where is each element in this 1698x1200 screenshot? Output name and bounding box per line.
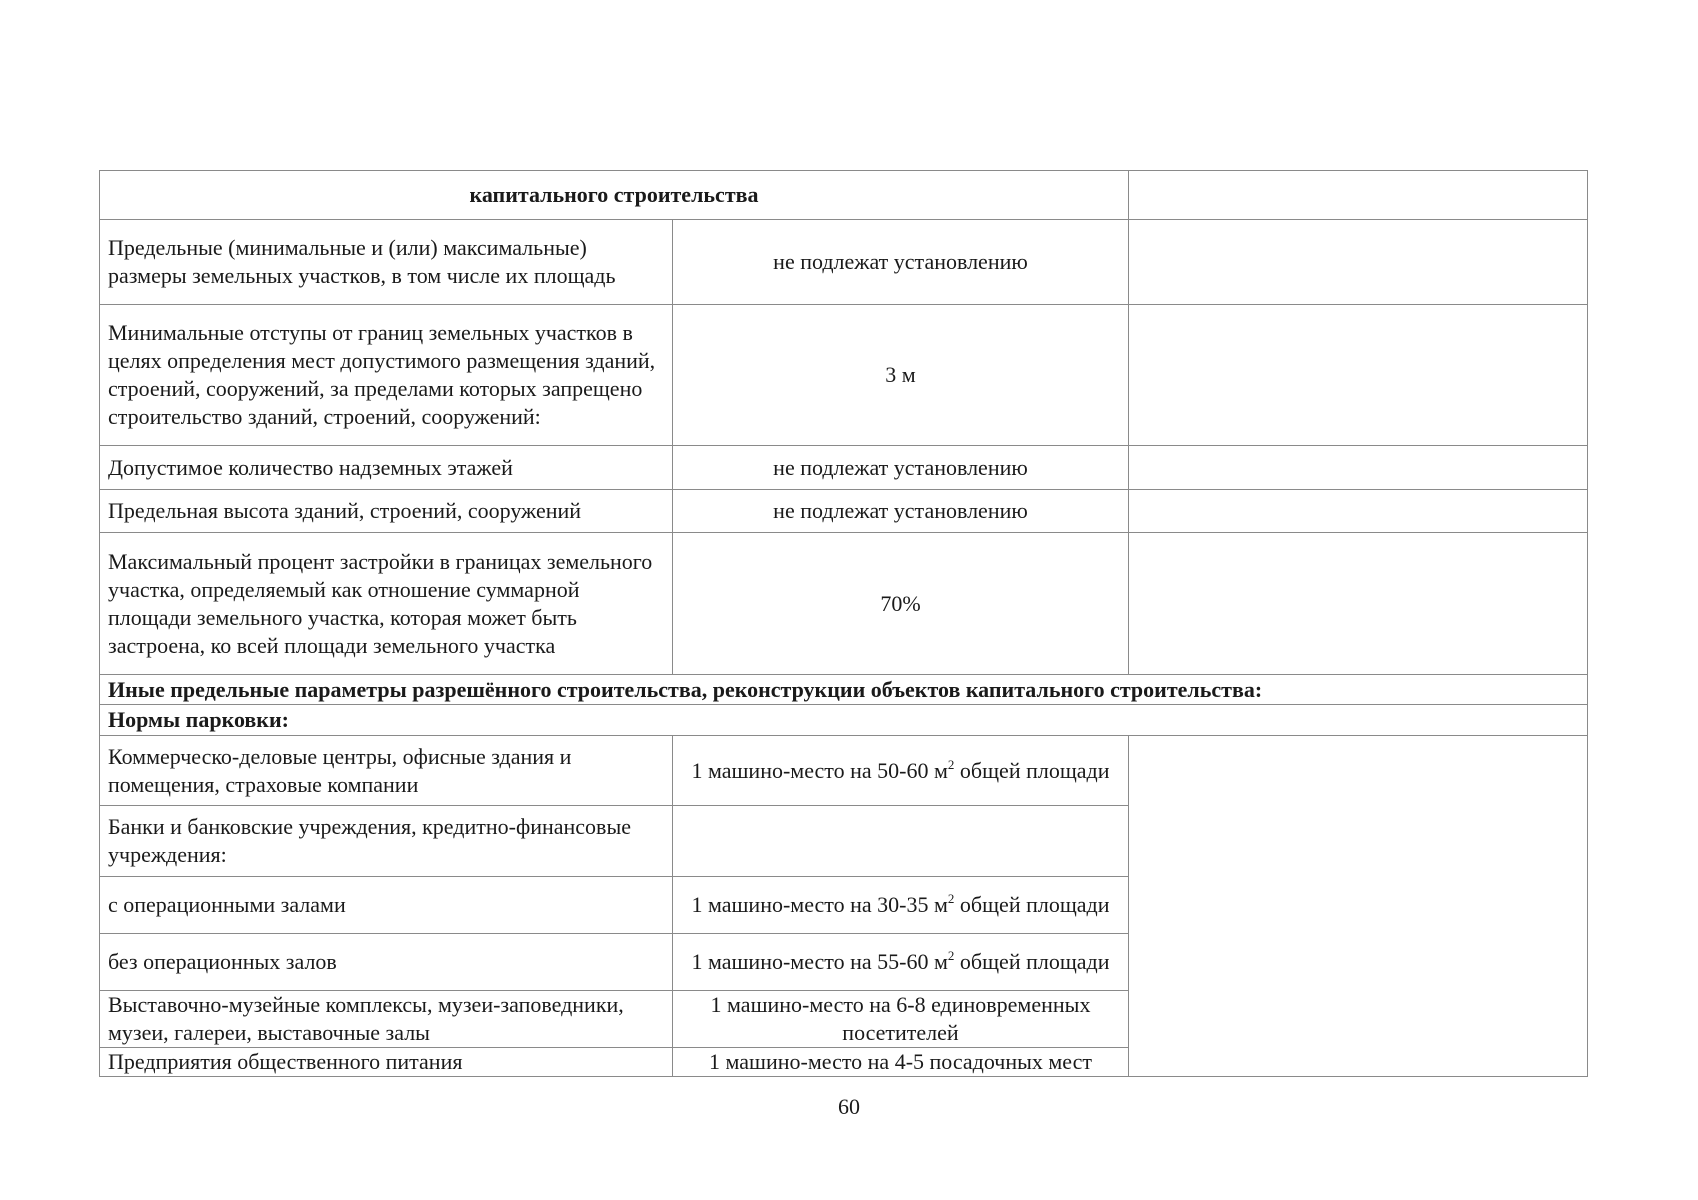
param-cell: Предприятия общественного питания bbox=[100, 1048, 673, 1077]
value-cell bbox=[673, 806, 1129, 877]
param-cell: Допустимое количество надземных этажей bbox=[100, 446, 673, 490]
param-cell: Минимальные отступы от границ земельных участков в целях определения мест допустимого размещения зданий, строений, сооружений, за пределами которых запрещено строительство зданий, строений, сооружений: bbox=[100, 305, 673, 446]
empty-cell bbox=[1129, 305, 1588, 446]
table-row bbox=[100, 220, 1588, 305]
param-cell: с операционными залами bbox=[100, 877, 673, 934]
table-header-cell: капитального строительства bbox=[100, 171, 1129, 220]
value-cell: 1 машино-место на 4-5 посадочных мест bbox=[673, 1048, 1129, 1077]
table-row bbox=[100, 736, 1588, 806]
value-cell: не подлежат установлению bbox=[673, 220, 1129, 305]
table-row bbox=[100, 533, 1588, 675]
value-cell: 1 машино-место на 30-35 $м^2$ общей площади bbox=[673, 877, 1129, 934]
table-row bbox=[100, 446, 1588, 490]
parking-heading: Нормы парковки: bbox=[100, 705, 1588, 736]
param-cell: без операционных залов bbox=[100, 934, 673, 991]
table-row bbox=[100, 490, 1588, 533]
value-cell: не подлежат установлению bbox=[673, 490, 1129, 533]
empty-cell bbox=[1129, 171, 1588, 220]
page-number: 60 bbox=[838, 1094, 860, 1119]
value-cell: 3 м bbox=[673, 305, 1129, 446]
table-row bbox=[100, 171, 1588, 220]
empty-cell bbox=[1129, 736, 1588, 1077]
empty-cell bbox=[1129, 490, 1588, 533]
value-cell: 1 машино-место на 50-60 $м^2$ общей площади bbox=[673, 736, 1129, 806]
param-cell: Предельная высота зданий, строений, сооружений bbox=[100, 490, 673, 533]
param-cell: Коммерческо-деловые центры, офисные здания и помещения, страховые компании bbox=[100, 736, 673, 806]
table-row bbox=[100, 675, 1588, 705]
value-cell: 1 машино-место на 6-8 единовременных посетителей bbox=[673, 991, 1129, 1048]
parameters-table bbox=[99, 170, 1588, 1077]
value-cell: 70% bbox=[673, 533, 1129, 675]
other-params-heading: Иные предельные параметры разрешённого строительства, реконструкции объектов капитального строительства: bbox=[100, 675, 1588, 705]
empty-cell bbox=[1129, 533, 1588, 675]
empty-cell bbox=[1129, 220, 1588, 305]
table-row bbox=[100, 705, 1588, 736]
empty-cell bbox=[1129, 446, 1588, 490]
value-cell: не подлежат установлению bbox=[673, 446, 1129, 490]
param-cell: Предельные (минимальные и (или) максимальные) размеры земельных участков, в том числе их площадь bbox=[100, 220, 673, 305]
param-cell: Выставочно-музейные комплексы, музеи-заповедники, музеи, галереи, выставочные залы bbox=[100, 991, 673, 1048]
value-cell: 1 машино-место на 55-60 $м^2$ общей площади bbox=[673, 934, 1129, 991]
table-row bbox=[100, 305, 1588, 446]
param-cell: Банки и банковские учреждения, кредитно-финансовые учреждения: bbox=[100, 806, 673, 877]
param-cell: Максимальный процент застройки в границах земельного участка, определяемый как отношение суммарной площади земельного участка, которая может быть застроена, ко всей площади земельного участка bbox=[100, 533, 673, 675]
